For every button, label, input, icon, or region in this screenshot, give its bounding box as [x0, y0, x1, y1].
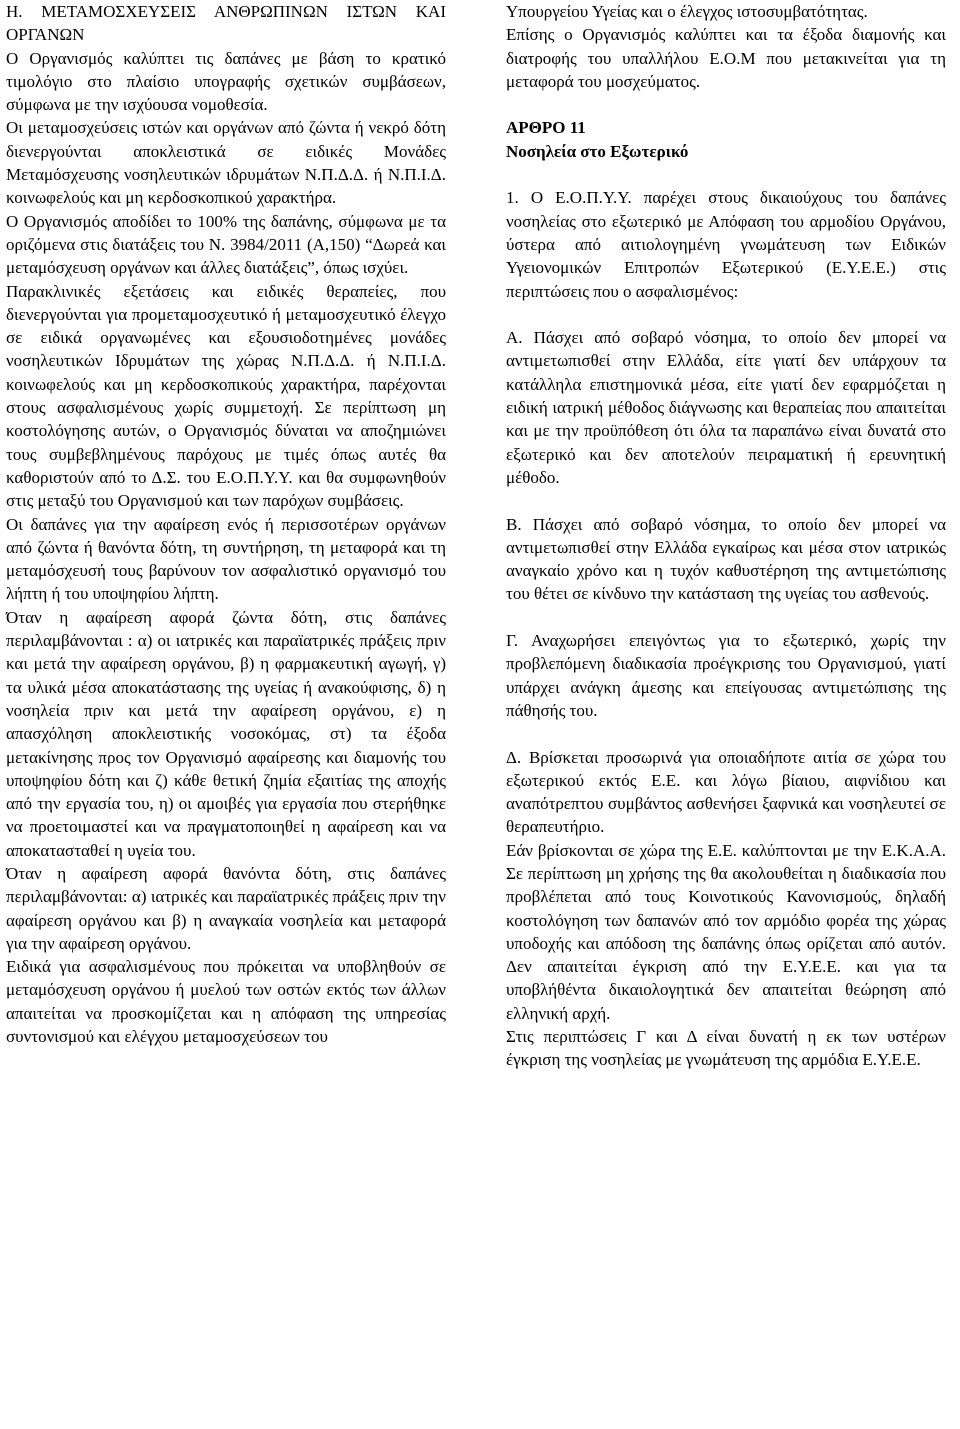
paragraph-case-c: Γ. Αναχωρήσει επειγόντως για το εξωτερικό, χωρίς την προβλεπόμενη διαδικασία προέγκρισης του Οργανισμού, γιατί υπάρχει ανάγκη άμεσης και επείγουσας αντιμετώπισης της πάθησής του.	[506, 631, 946, 720]
paragraph-eom-travel: Επίσης ο Οργανισμός καλύπτει και τα έξοδα διαμονής και διατροφής του υπαλλήλου Ε.Ο.Μ που μετακινείται για τη μεταφορά του μοσχεύματος.	[506, 25, 946, 91]
article-subtitle: Νοσηλεία στο Εξωτερικό	[506, 141, 689, 161]
paragraph-tariff: Ο Οργανισμός καλύπτει τις δαπάνες με βάση το κρατικό τιμολόγιο στο πλαίσιο υπογραφής σχετικών συμβάσεων, σύμφωνα με την ισχύουσα νομοθεσία.	[6, 48, 446, 115]
paragraph-living-donor: Όταν η αφαίρεση αφορά ζώντα δότη, στις δαπάνες περιλαμβάνονται : α) οι ιατρικές και παραϊατρικές πράξεις πριν και μετά την αφαίρεση οργάνου, β) η φαρμακευτική αγωγή, γ) τα υλικά μέσα αποκατάστασης της υγείας ή ανακούφισης, δ) η νοσηλεία πριν και μετά την αφαίρεση οργάνου, ε) η απασχόληση αποκλειστικής νοσοκόμας, στ) τα έξοδα μετακίνησης προς τον Οργανισμό αφαίρεσης και διαμονής του υποψηφίου δότη και ζ) κάθε θετική ζημία εξαιτίας της αποχής από την εργασία του, η) οι αμοιβές για εργασία που στερήθηκε να προετοιμαστεί και να πραγματοποιηθεί η αφαίρεση και να αποκατασταθεί η υγεία του.	[6, 607, 446, 860]
section-heading: Η. ΜΕΤΑΜΟΣΧΕΥΣΕΙΣ ΑΝΘΡΩΠΙΝΩΝ ΙΣΤΩΝ ΚΑΙ ΟΡΓΑΝΩΝ	[6, 2, 446, 45]
right-column	[506, 0, 946, 1429]
paragraph-deceased-donor: Όταν η αφαίρεση αφορά θανόντα δότη, στις δαπάνες περιλαμβάνονται: α) ιατρικές και παραϊατρικές πράξεις πριν την αφαίρεση οργάνου και β) η αναγκαία νοσηλεία και μεταφορά για την αφαίρεση οργάνου.	[6, 863, 446, 953]
paragraph-paraclinical-tests: Παρακλινικές εξετάσεις και ειδικές θεραπείες, που διενεργούνται για προμεταμοσχευτικό ή μεταμοσχευτικό έλεγχο σε ειδικά οργανωμένες και εξουσιοδοτημένες μονάδες νοσηλευτικών Ιδρυμάτων της χώρας Ν.Π.Δ.Δ. ή Ν.Π.Ι.Δ. κοινωφελούς και μη κερδοσκοπικούς χαρακτήρα, παρέχονται στους ασφαλισμένους χωρίς συμμετοχή. Σε περίπτωση μη κοστολόγησης αυτών, ο Οργανισμός δύναται να αποζημιώνει τους συμβεβλημένους παρόχους με τιμές όπως αυτές θα καθοριστούν από το Δ.Σ. του Ε.Ο.Π.Υ.Υ. και θα συμφωνηθούν στις μεταξύ του Οργανισμού και των παρόχων συμβάσεις.	[6, 281, 446, 511]
article-title: ΑΡΘΡΟ 11	[506, 118, 586, 138]
paragraph-case-d: Δ. Βρίσκεται προσωρινά για οποιαδήποτε αιτία σε χώρα του εξωτερικού εκτός Ε.Ε. και λόγω βίαιου, αιφνίδιου και αναπότρεπτου συμβάντος ασθενήσει ξαφνικά και νοσηλευτεί σε θεραπευτήριο.	[506, 747, 946, 837]
paragraph-reimbursement: Ο Οργανισμός αποδίδει το 100% της δαπάνης, σύμφωνα με τα οριζόμενα στις διατάξεις του Ν. 3984/2011 (Α,150) “Δωρεά και μεταμόσχευση οργάνων και άλλες διατάξεις”, όπως ισχύει.	[6, 211, 446, 278]
left-column	[6, 0, 446, 1429]
paragraph-case-a: Α. Πάσχει από σοβαρό νόσημα, το οποίο δεν μπορεί να αντιμετωπισθεί στην Ελλάδα, είτε γιατί δεν υπάρχουν τα κατάλληλα επιστημονικά μέσα, είτε γιατί δεν εφαρμόζεται η ειδική ιατρική μέθοδος διάγνωσης και θεραπείας που απαιτείται και με την προϋπόθεση ότι όλα τα παραπάνω είναι δυνατά στο εξωτερικό και δεν αποτελούν πειραματική ή ερευνητική μέθοδο.	[506, 328, 946, 487]
paragraph-bone-marrow: Ειδικά για ασφαλισμένους που πρόκειται να υποβληθούν σε μεταμόσχευση οργάνου ή μυελού των οστών εκτός των άλλων απαιτείται να προσκομίζεται και η απόφαση της υπηρεσίας συντονισμού και ελέγχου μεταμοσχεύσεων του	[6, 957, 446, 1047]
paragraph-organ-removal-costs: Οι δαπάνες για την αφαίρεση ενός ή περισσοτέρων οργάνων από ζώντα ή θανόντα δότη, τη συντήρηση, τη μεταφορά και τη μεταμόσχευσή τους βαρύνουν τον ασφαλιστικό οργανισμό του λήπτη ή του υποψηφίου λήπτη.	[6, 514, 446, 604]
paragraph-case-b: Β. Πάσχει από σοβαρό νόσημα, το οποίο δεν μπορεί να αντιμετωπισθεί στην Ελλάδα εγκαίρως και μέσα στον ιατρικώς αναγκαίο χρόνο και η τυχόν καθυστέρηση της αντιμετώπισης του θέτει σε κίνδυνο την κατάσταση της υγείας του ασθενούς.	[506, 514, 946, 604]
paragraph-retroactive-approval: Στις περιπτώσεις Γ και Δ είναι δυνατή η εκ των υστέρων έγκριση της νοσηλείας με γνωμάτευση της αρμόδια Ε.Υ.Ε.Ε.	[506, 1027, 946, 1070]
paragraph-continuation-ministry: Υπουργείου Υγείας και ο έλεγχος ιστοσυμβατότητας.	[506, 2, 868, 21]
paragraph-eu-coverage: Εάν βρίσκονται σε χώρα της Ε.Ε. καλύπτονται με την Ε.Κ.Α.Α. Σε περίπτωση μη χρήσης της θα ακολουθείται η διαδικασία που προβλέπεται από τους Κοινοτικούς Κανονισμούς, δηλαδή κοστολόγηση των δαπανών από τον αρμόδιο φορέα της χώρας υποδοχής και απόδοση της δαπάνης όπως ορίζεται από αυτόν. Δεν απαιτείται έγκριση από την Ε.Υ.Ε.Ε. και για τα υποβλήθέντα δικαιολογητικά δεν απαιτείται θεώρηση από ελληνική αρχή.	[506, 840, 946, 1023]
paragraph-article-intro: 1. Ο Ε.Ο.Π.Υ.Υ. παρέχει στους δικαιούχους του δαπάνες νοσηλείας στο εξωτερικό με Απόφαση του αρμοδίου Οργάνου, ύστερα από αιτιολογημένη γνωμάτευση των Ειδικών Υγειονομικών Επιτροπών Εξωτερικού (Ε.Υ.Ε.Ε.) στις περιπτώσεις που ο ασφαλισμένος:	[506, 188, 946, 301]
paragraph-transplant-units: Οι μεταμοσχεύσεις ιστών και οργάνων από ζώντα ή νεκρό δότη διενεργούνται αποκλειστικά σε ειδικές Μονάδες Μεταμόσχευσης νοσηλευτικών ιδρυμάτων Ν.Π.Δ.Δ. ή Ν.Π.Ι.Δ. κοινωφελούς και μη κερδοσκοπικού χαρακτήρα.	[6, 118, 446, 208]
